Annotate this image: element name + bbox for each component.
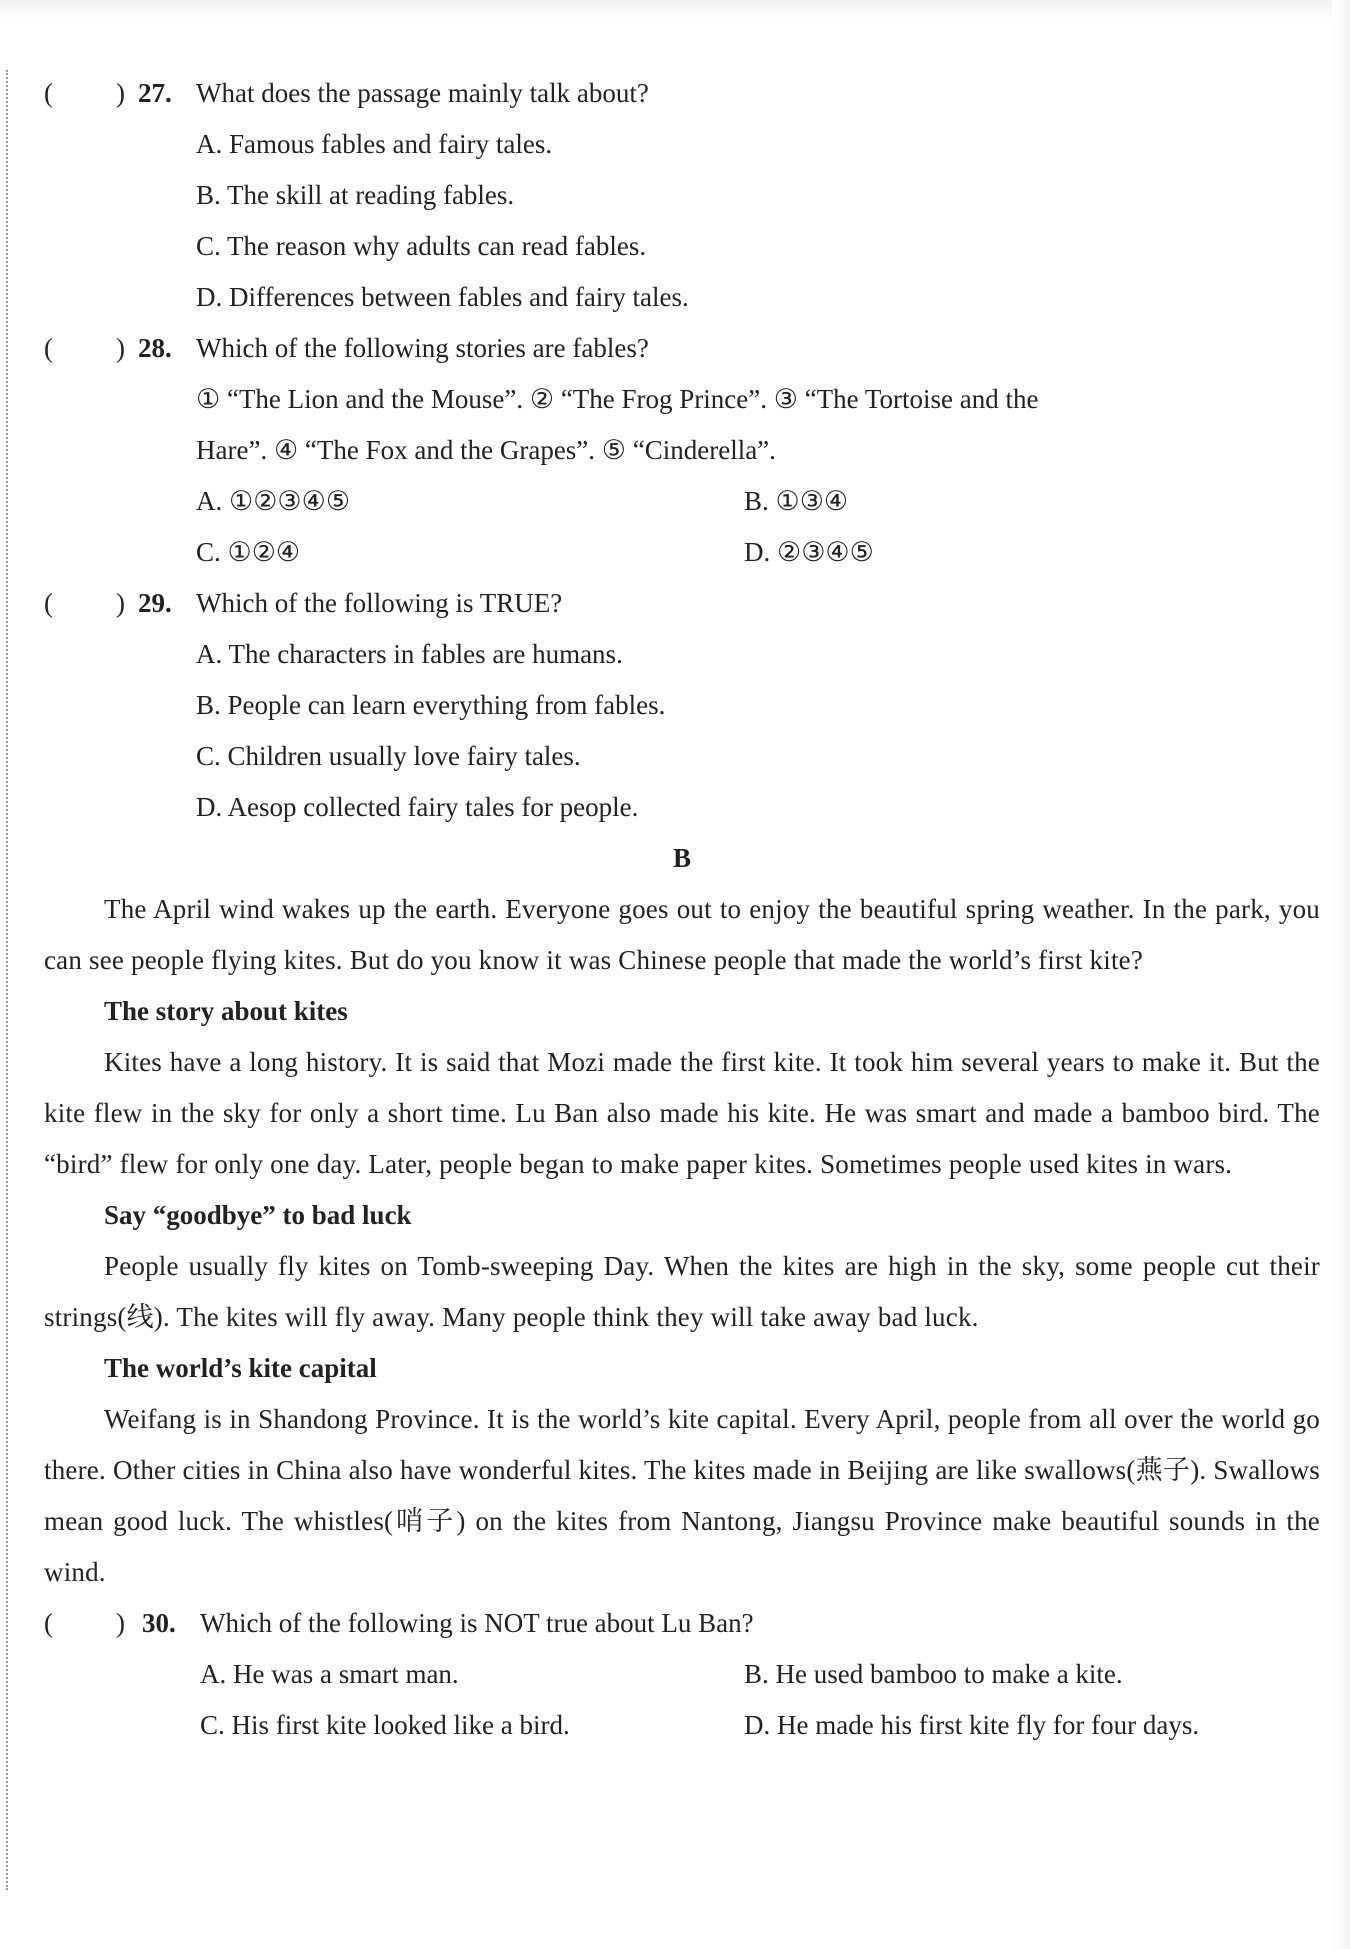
question-stem: Which of the following is TRUE? <box>196 588 563 618</box>
options-row-cd <box>44 527 1320 578</box>
answer-blank-open: ( <box>44 588 53 618</box>
answer-blank-close: ) <box>116 588 125 618</box>
question-number: 27. <box>138 78 172 108</box>
question-number: 28. <box>138 333 172 363</box>
scan-top-shadow <box>0 0 1350 24</box>
body-paragraph: Kites have a long history. It is said that Mozi made the first kite. It took him several years to make it. But the kite flew in the sky for only a short time. Lu Ban also made his kite. He was smart and made a bamboo bird. The “bird” flew for only one day. Later, people began to make paper kites. Sometimes people used kites in wars. <box>44 1047 1320 1179</box>
option-c: C. The reason why adults can read fables. <box>196 231 647 261</box>
question-28 <box>44 323 1320 374</box>
answer-blank-close: ) <box>116 333 125 363</box>
worksheet-page <box>44 68 1320 1751</box>
intro-paragraph: The April wind wakes up the earth. Everyone goes out to enjoy the beautiful spring weather. In the park, you can see people flying kites. But do you know it was Chinese people that made the world’s first kite? <box>44 894 1320 975</box>
option-c: C. His first kite looked like a bird. <box>200 1710 570 1740</box>
option-a: A. The characters in fables are humans. <box>196 639 623 669</box>
answer-blank-open: ( <box>44 1608 53 1638</box>
options-row-ab <box>44 476 1320 527</box>
question-30 <box>44 1598 1320 1649</box>
option-a: A. He was a smart man. <box>200 1659 459 1689</box>
body-paragraph: Weifang is in Shandong Province. It is the world’s kite capital. Every April, people from all over the world go there. Other cities in China also have wonderful kites. The kites made in Beijing are like swallows(燕子). Swallows mean good luck. The whistles(哨子) on the kites from Nantong, Jiangsu Province make beautiful sounds in the wind. <box>44 1404 1320 1587</box>
option-b: B. The skill at reading fables. <box>196 180 515 210</box>
option-d: D. Differences between fables and fairy tales. <box>196 282 689 312</box>
subheading: Say “goodbye” to bad luck <box>104 1200 412 1230</box>
question-number: 29. <box>138 588 172 618</box>
option-d: D. Aesop collected fairy tales for people. <box>196 792 639 822</box>
story-list-line-2: Hare”. ④ “The Fox and the Grapes”. ⑤ “Cinderella”. <box>196 435 776 465</box>
answer-blank-open: ( <box>44 78 53 108</box>
body-paragraph: People usually fly kites on Tomb-sweeping Day. When the kites are high in the sky, some people cut their strings(线). The kites will fly away. Many people think they will take away bad luck. <box>44 1251 1320 1332</box>
story-list-line-1: ① “The Lion and the Mouse”. ② “The Frog Prince”. ③ “The Tortoise and the <box>196 384 1039 414</box>
option-a: A. Famous fables and fairy tales. <box>196 129 553 159</box>
answer-blank-close: ) <box>116 1608 125 1638</box>
answer-blank-open: ( <box>44 333 53 363</box>
option-c: C. Children usually love fairy tales. <box>196 741 581 771</box>
question-stem: What does the passage mainly talk about? <box>196 78 649 108</box>
option-c: C. ①②④ <box>196 537 301 567</box>
option-d: D. He made his first kite fly for four days. <box>744 1710 1200 1740</box>
subheading: The story about kites <box>104 996 348 1026</box>
option-b: B. He used bamboo to make a kite. <box>744 1659 1123 1689</box>
question-29 <box>44 578 1320 629</box>
binding-margin-rule <box>6 70 8 1890</box>
option-a: A. ①②③④⑤ <box>196 486 351 516</box>
option-d: D. ②③④⑤ <box>744 537 874 567</box>
answer-blank-close: ) <box>116 78 125 108</box>
subheading: The world’s kite capital <box>104 1353 377 1383</box>
question-stem: Which of the following is NOT true about Lu Ban? <box>200 1608 754 1638</box>
question-number: 30. <box>142 1608 176 1638</box>
section-title: B <box>672 843 691 873</box>
question-27 <box>44 68 1320 119</box>
option-b: B. People can learn everything from fables. <box>196 690 666 720</box>
options-row-cd <box>44 1700 1320 1751</box>
options-row-ab <box>44 1649 1320 1700</box>
option-b: B. ①③④ <box>744 486 849 516</box>
question-stem: Which of the following stories are fables? <box>196 333 649 363</box>
scan-right-shadow <box>1332 0 1350 1949</box>
